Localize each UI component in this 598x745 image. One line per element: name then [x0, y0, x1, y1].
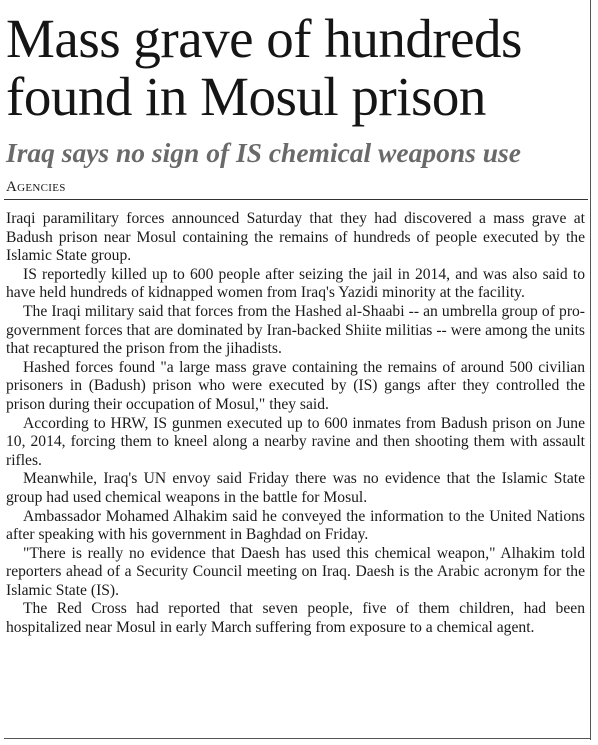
body-paragraph: The Iraqi military said that forces from the Hashed al-Shaabi -- an umbrella group of pro-government forces that are dominated by Iran-backed Shiite militias -- were among the units that recaptured the prison from the jihadists. [6, 302, 585, 358]
body-paragraph: Hashed forces found "a large mass grave containing the remains of around 500 civilian prisoners in (Badush) prison who were executed by (IS) gangs after they controlled the prison during their occupation of Mosul," they said. [6, 358, 585, 413]
body-paragraph: According to HRW, IS gunmen executed up to 600 inmates from Badush prison on June 10, 2014, forcing them to kneel along a nearby ravine and then shooting them with assault rifles. [6, 414, 585, 469]
body-paragraph: "There is really no evidence that Daesh has used this chemical weapon," Alhakim told reporters ahead of a Security Council meeting on Iraq. Daesh is the Arabic acronym for the Islamic State (IS). [6, 544, 585, 599]
byline-divider [4, 199, 588, 200]
body-paragraph: The Red Cross had reported that seven people, five of them children, had been hospitalized near Mosul in early March suffering from exposure to a chemical agent. [6, 600, 585, 637]
article-body [6, 210, 585, 638]
body-paragraph: Meanwhile, Iraq's UN envoy said Friday there was no evidence that the Islamic State group had used chemical weapons in the battle for Mosul. [6, 470, 585, 506]
column-border-right [590, 0, 591, 740]
body-paragraph: Iraqi paramilitary forces announced Saturday that they had discovered a mass grave at Badush prison near Mosul containing the remains of hundreds of people executed by the Islamic State group. [6, 210, 585, 265]
headline: Mass grave of hundreds found in Mosul prison [6, 8, 522, 127]
column-border-bottom [4, 738, 590, 739]
body-paragraph: Ambassador Mohamed Alhakim said he conveyed the information to the United Nations after speaking with his government in Baghdad on Friday. [6, 507, 585, 544]
subheadline: Iraq says no sign of IS chemical weapons use [6, 137, 521, 168]
byline: Agencies [6, 179, 66, 195]
body-paragraph: IS reportedly killed up to 600 people after seizing the jail in 2014, and was also said to have held hundreds of kidnapped women from Iraq's Yazidi minority at the facility. [6, 265, 585, 302]
